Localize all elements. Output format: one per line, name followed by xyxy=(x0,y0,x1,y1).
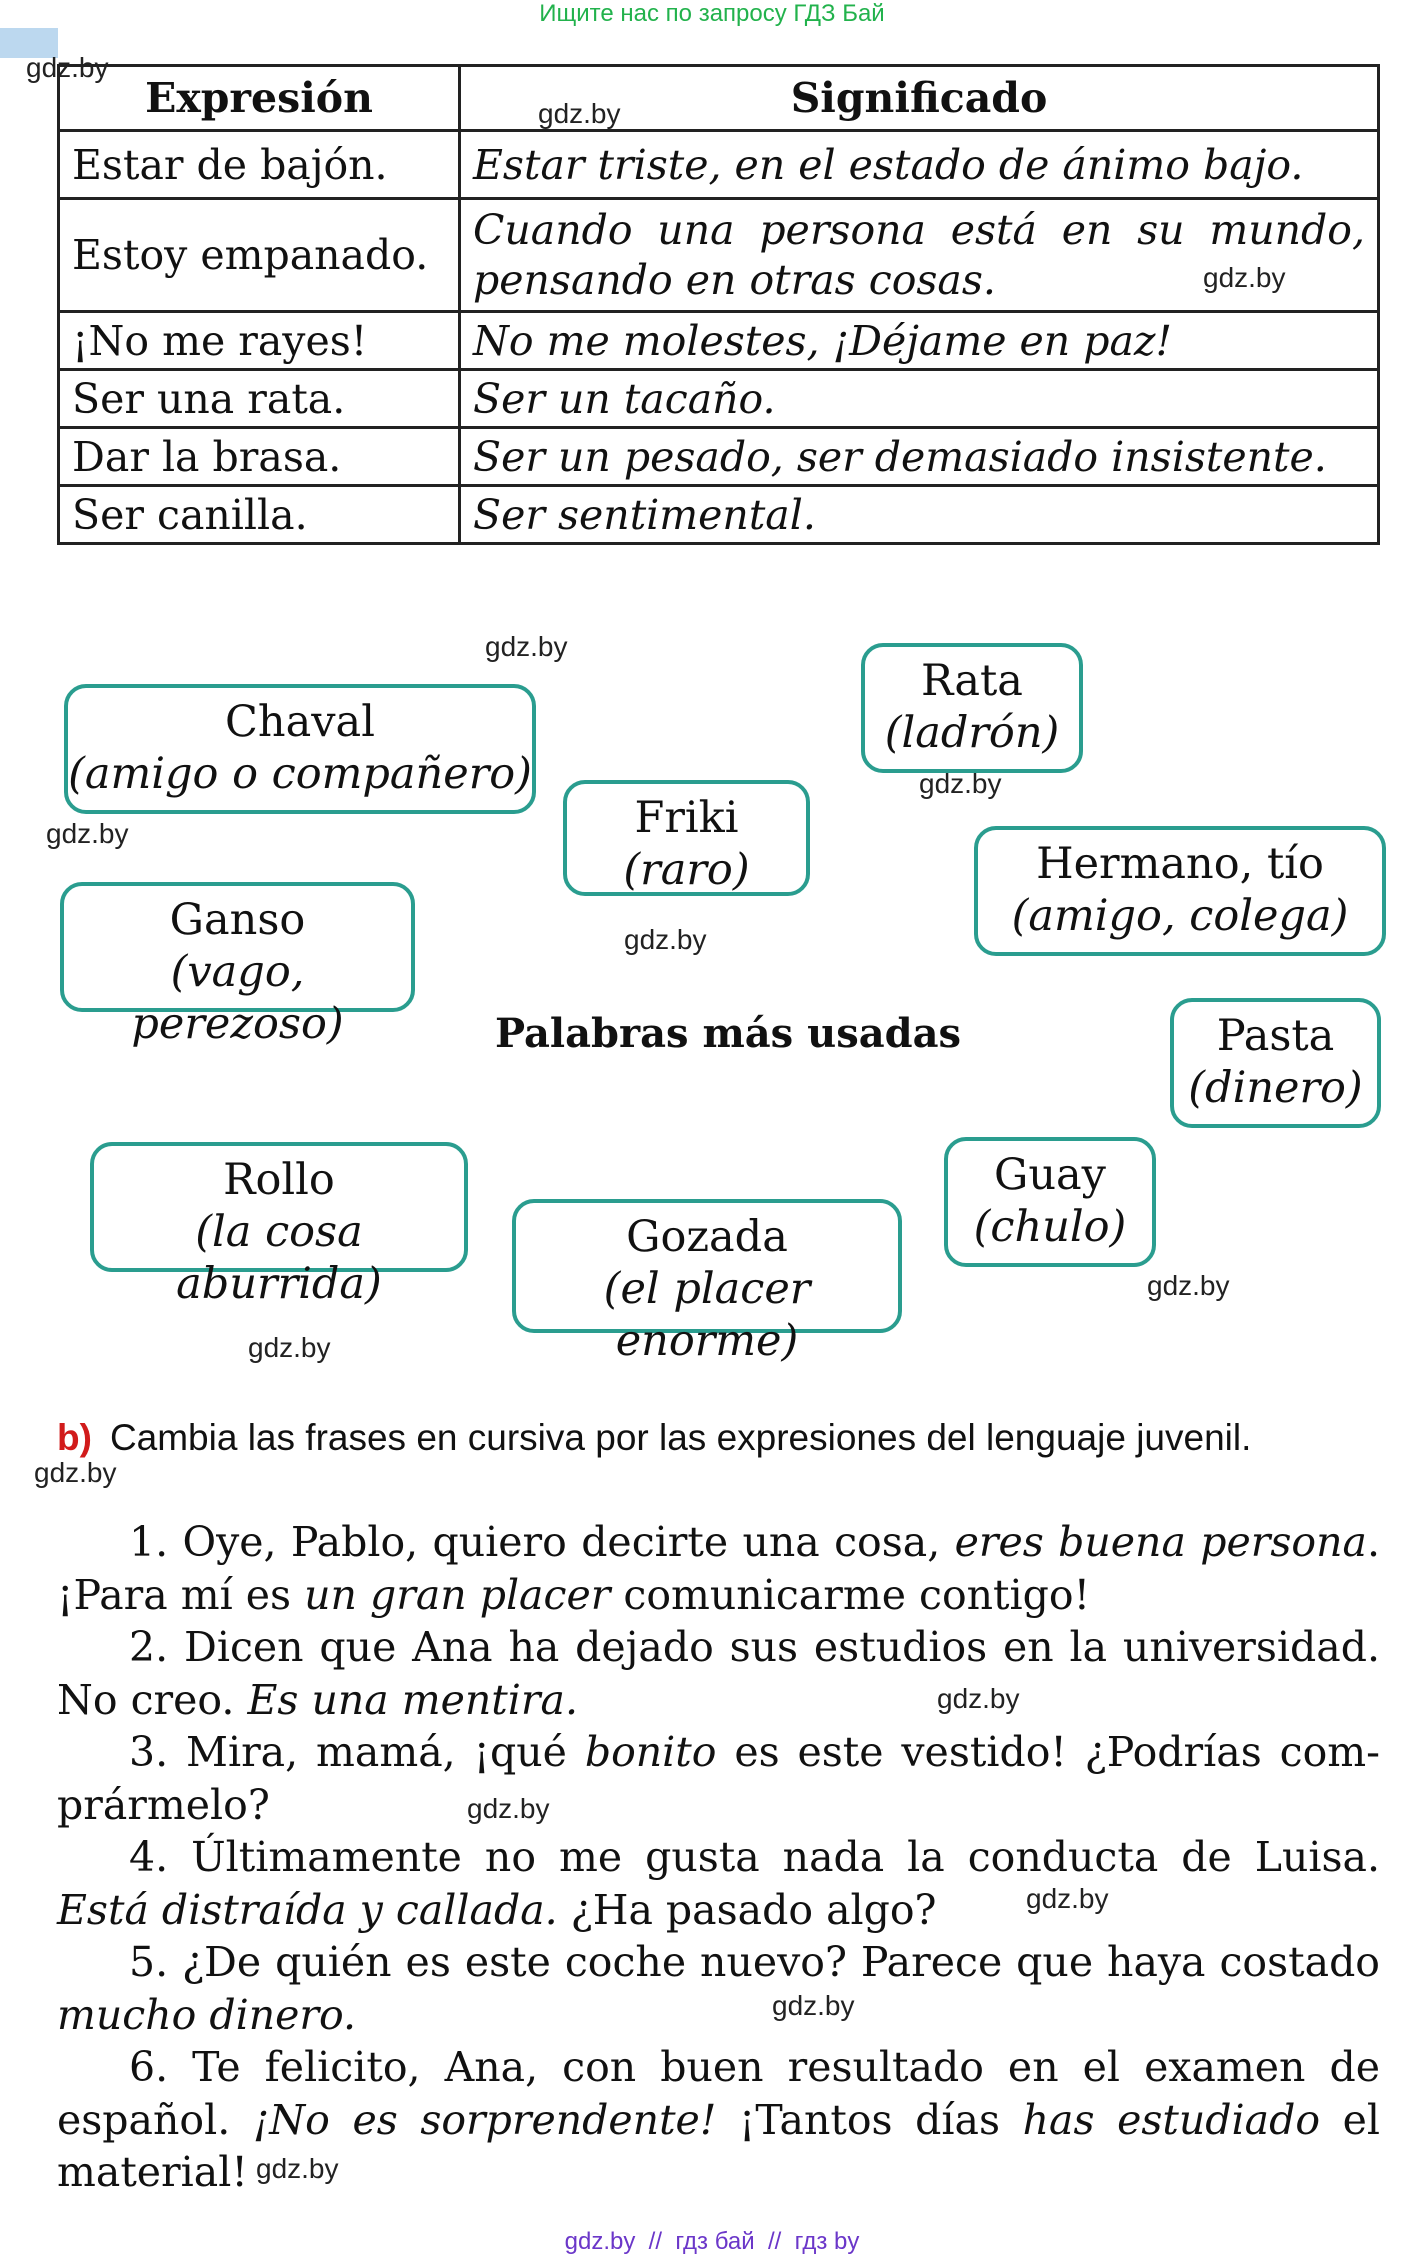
watermark: gdz.by xyxy=(248,1332,331,1363)
top-banner: Ищите нас по запросу ГДЗ Бай xyxy=(539,0,885,27)
word-gloss: (la cosa aburrida) xyxy=(176,1207,382,1309)
word-bubble-chaval xyxy=(64,684,536,814)
watermark: gdz.by xyxy=(467,1793,550,1824)
watermark: gdz.by xyxy=(538,98,621,129)
expression-cell: Dar la brasa. xyxy=(59,428,460,486)
word-gloss: (ladrón) xyxy=(884,708,1060,758)
word: Guay xyxy=(994,1150,1106,1200)
word-gloss: (amigo o compañero) xyxy=(68,749,532,799)
expression-cell: Estoy empanado. xyxy=(59,199,460,312)
text: 2. Dicen que Ana ha dejado sus estudios en la universidad. No creo. xyxy=(57,1623,1380,1724)
italic-phrase: ¡No es sorprendente! xyxy=(252,2095,717,2144)
word: Gozada xyxy=(626,1212,788,1262)
italic-phrase: has estudiado xyxy=(1022,2095,1321,2144)
meaning-cell: Ser un tacaño. xyxy=(460,370,1379,428)
exercise-item xyxy=(57,1936,1380,2041)
word-bubble-guay xyxy=(944,1137,1156,1267)
text: ¿Ha pasado algo? xyxy=(570,1885,937,1934)
word-gloss: (raro) xyxy=(623,845,750,895)
word: Rollo xyxy=(223,1155,335,1205)
exercise-list xyxy=(57,1516,1380,2199)
text: 5. ¿De quién es este coche nuevo? Parece que haya costado xyxy=(129,1938,1380,1986)
word-gloss: (el placer enorme) xyxy=(603,1264,811,1366)
word-gloss: (chulo) xyxy=(973,1202,1127,1252)
exercise-item xyxy=(57,1831,1380,1936)
word: Friki xyxy=(634,793,739,843)
word: Hermano, tío xyxy=(1036,839,1324,889)
text: 1. Oye, Pablo, quiero decirte una cosa, xyxy=(129,1518,941,1566)
expression-cell: Ser una rata. xyxy=(59,370,460,428)
word: Ganso xyxy=(169,895,306,945)
watermark: gdz.by xyxy=(1147,1270,1230,1301)
italic-phrase: bonito xyxy=(584,1728,717,1776)
header-significado: Significado xyxy=(460,66,1379,131)
italic-phrase: Es una mentira. xyxy=(247,1675,578,1724)
word: Rata xyxy=(921,656,1023,706)
meaning-cell: Estar triste, en el estado de ánimo bajo. xyxy=(460,131,1379,199)
exercise-item xyxy=(57,1726,1380,1831)
text: el material! xyxy=(57,2095,1380,2196)
word-bubble-pasta xyxy=(1170,998,1381,1128)
word-gloss: (dinero) xyxy=(1188,1063,1363,1113)
watermark: gdz.by xyxy=(485,631,568,662)
table-header-row xyxy=(59,66,1379,131)
italic-phrase: eres buena persona xyxy=(954,1518,1367,1566)
meaning-cell: No me molestes, ¡Déjame en paz! xyxy=(460,312,1379,370)
watermark: gdz.by xyxy=(26,52,109,83)
word: Pasta xyxy=(1216,1011,1335,1061)
footer-links: gdz.by // гдз бай // гдз by xyxy=(564,2228,860,2255)
word-bubble-hermano xyxy=(974,826,1386,956)
expressions-table xyxy=(57,64,1380,545)
text: 4. Últimamente no me gusta nada la conducta de Luisa. xyxy=(129,1833,1380,1881)
text: es este vestido! ¿Podrías comprármelo? xyxy=(57,1728,1380,1829)
watermark: gdz.by xyxy=(34,1457,117,1488)
watermark: gdz.by xyxy=(1203,262,1286,293)
word-bubble-ganso xyxy=(60,882,415,1049)
italic-phrase: un gran placer xyxy=(304,1570,611,1619)
text: 3. Mira, mamá, ¡qué xyxy=(129,1728,567,1776)
word-gloss: (vago, perezoso) xyxy=(131,947,344,1049)
italic-phrase: mucho dinero. xyxy=(57,1990,356,2039)
task-text: Cambia las frases en cursiva por las expresiones del lenguaje juvenil. xyxy=(109,1417,1252,1458)
words-title: Palabras más usadas xyxy=(495,1010,962,1057)
text: ¡Tantos días xyxy=(738,2095,1001,2144)
expression-cell: ¡No me rayes! xyxy=(59,312,460,370)
meaning-cell xyxy=(460,199,1379,312)
word-bubble-rollo xyxy=(90,1142,468,1309)
task-label: b) xyxy=(57,1417,92,1458)
watermark: gdz.by xyxy=(772,1990,855,2021)
table-row xyxy=(59,131,1379,199)
watermark: gdz.by xyxy=(937,1683,1020,1714)
meaning-line-1: Cuando una persona está en su mundo, xyxy=(473,206,1365,254)
expression-cell: Estar de bajón. xyxy=(59,131,460,199)
table-row xyxy=(59,428,1379,486)
word-bubble-gozada xyxy=(512,1199,902,1366)
italic-phrase: Está distraída y callada. xyxy=(57,1885,558,1934)
word-bubble-rata xyxy=(861,643,1083,773)
table-row xyxy=(59,312,1379,370)
exercise-item xyxy=(57,1516,1380,1621)
table-row xyxy=(59,199,1379,312)
text: 6. Te felicito, Ana, con buen resultado en el examen de español. xyxy=(57,2043,1380,2144)
watermark: gdz.by xyxy=(919,768,1002,799)
task-instruction xyxy=(57,1417,1251,1459)
watermark: gdz.by xyxy=(624,924,707,955)
meaning-cell: Ser sentimental. xyxy=(460,486,1379,544)
text: . ¡Para mí es xyxy=(57,1518,1380,1619)
word-gloss: (amigo, colega) xyxy=(1011,891,1349,941)
word-bubble-friki xyxy=(563,780,810,896)
text: comunicarme contigo! xyxy=(623,1570,1091,1619)
expression-cell: Ser canilla. xyxy=(59,486,460,544)
meaning-cell: Ser un pesado, ser demasiado insistente. xyxy=(460,428,1379,486)
header-expresion: Expresión xyxy=(59,66,460,131)
exercise-item xyxy=(57,1621,1380,1726)
word: Chaval xyxy=(225,697,375,747)
watermark: gdz.by xyxy=(46,818,129,849)
watermark: gdz.by xyxy=(256,2153,339,2184)
meaning-line-2: pensando en otras cosas. xyxy=(473,256,996,304)
table-row xyxy=(59,370,1379,428)
watermark: gdz.by xyxy=(1026,1883,1109,1914)
table-row xyxy=(59,486,1379,544)
